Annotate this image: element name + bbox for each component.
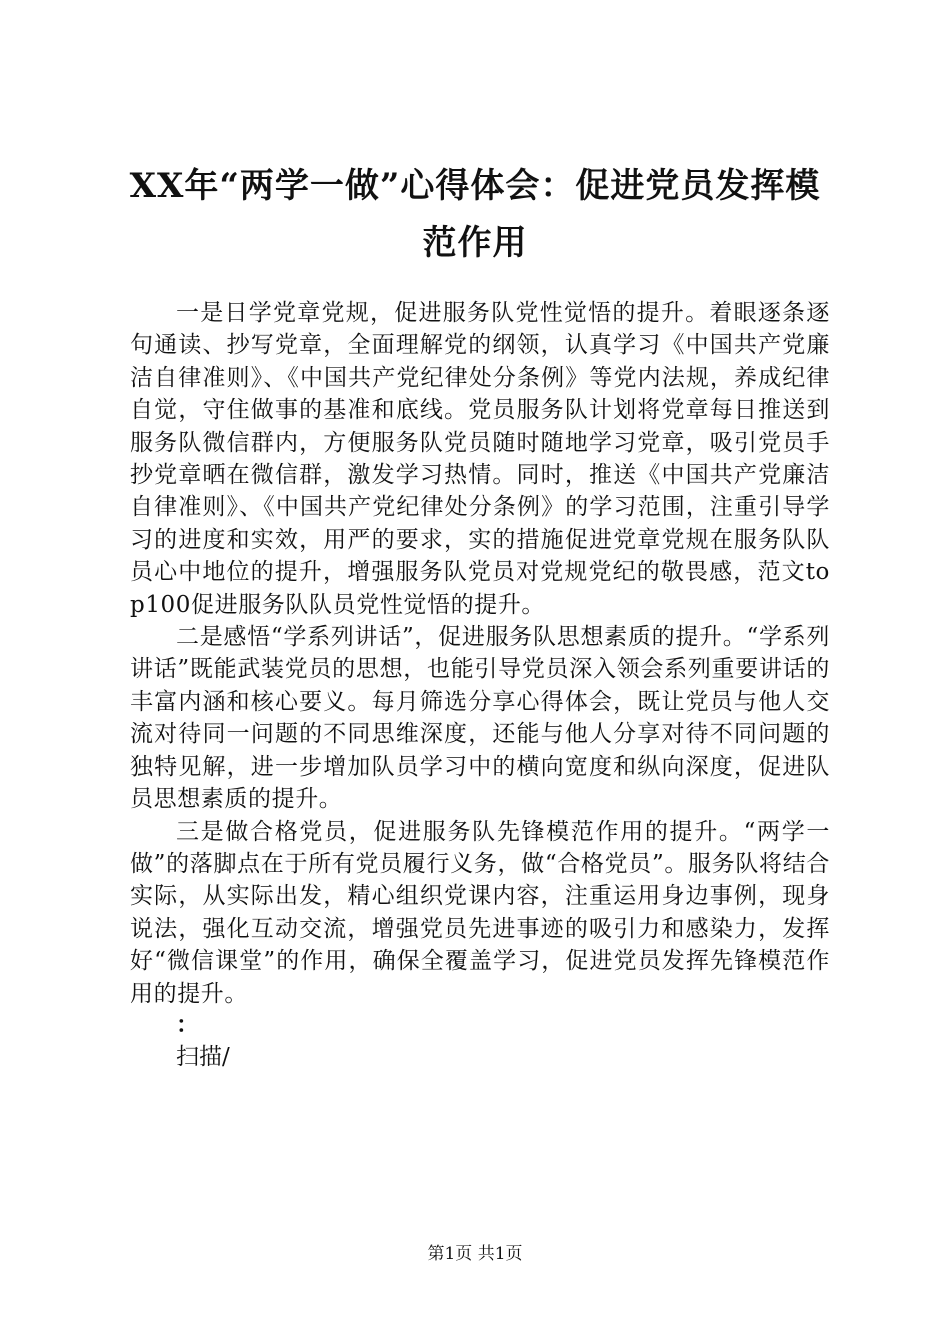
paragraph-2: 二是感悟“学系列讲话”，促进服务队思想素质的提升。“学系列讲话”既能武装党员的思想，也能引导党员深入领会系列重要讲话的丰富内涵和核心要义。每月筛选分享心得体会，既让党员与他人交流对待同一问题的不同思维深度，还能与他人分享对待不同问题的独特见解，进一步增加队员学习中的横向宽度和纵向深度，促进队员思想素质的提升。: [130, 624, 830, 813]
colon-line: ：: [176, 1010, 199, 1038]
paragraph-3: 三是做合格党员，促进服务队先锋模范作用的提升。“两学一做”的落脚点在于所有党员履行义务，做“合格党员”。服务队将结合实际，从实际出发，精心组织党课内容，注重运用身边事例，现身说法，强化互动交流，增强党员先进事迹的吸引力和感染力，发挥好“微信课堂”的作用，确保全覆盖学习，促进党员发挥先锋模范作用的提升。: [130, 818, 830, 1007]
scan-line: 扫描/: [176, 1043, 230, 1070]
document-body: [130, 297, 830, 1074]
document-title: XX年“两学一做”心得体会：促进党员发挥模范作用: [129, 166, 821, 263]
paragraph-1: 一是日学党章党规，促进服务队党性觉悟的提升。着眼逐条逐句通读、抄写党章，全面理解党的纲领，认真学习《中国共产党廉洁自律准则》、《中国共产党纪律处分条例》等党内法规，养成纪律自觉，守住做事的基准和底线。党员服务队计划将党章每日推送到服务队微信群内，方便服务队党员随时随地学习党章，吸引党员手抄党章晒在微信群，激发学习热情。同时，推送《中国共产党廉洁自律准则》、《中国共产党纪律处分条例》的学习范围，注重引导学习的进度和实效，用严的要求，实的措施促进党章党规在服务队队员心中地位的提升，增强服务队党员对党规党纪的敬畏感，范文top100促进服务队队员党性觉悟的提升。: [130, 300, 830, 618]
page-footer: 第1页 共1页: [427, 1244, 523, 1264]
